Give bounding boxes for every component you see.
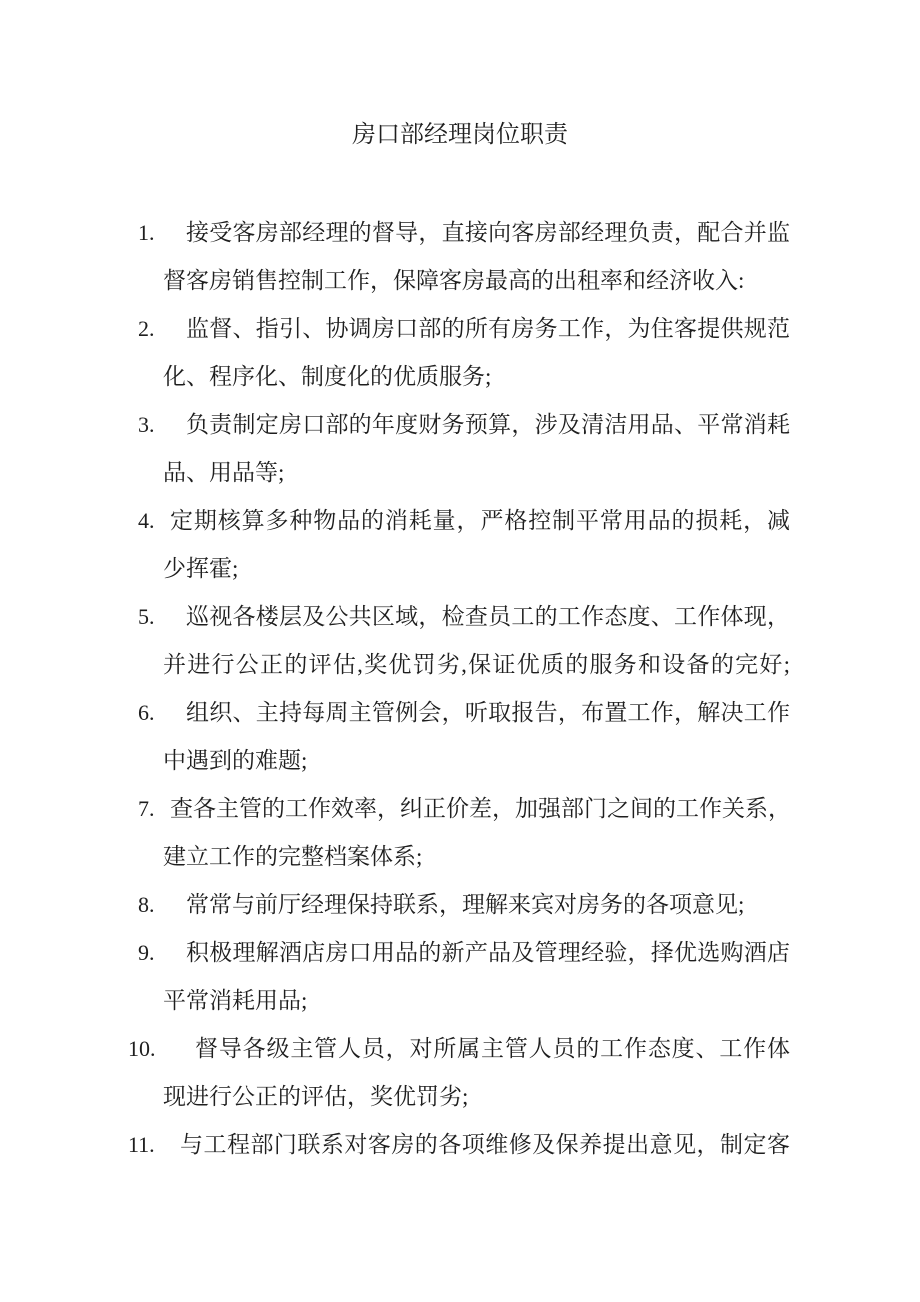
list-item-6 (0, 689, 920, 785)
item-line: 少挥霍; (163, 556, 239, 581)
item-line: 并进行公正的评估,奖优罚劣,保证优质的服务和设备的完好; (163, 652, 790, 677)
item-line: 接受客房部经理的督导，直接向客房部经理负责，配合并监 (186, 220, 790, 245)
list-item-4 (0, 497, 920, 593)
list-item-2 (0, 305, 920, 401)
list-item-10 (0, 1025, 920, 1121)
item-line: 中遇到的难题; (163, 748, 308, 773)
list-item-1 (0, 209, 920, 305)
item-line: 查各主管的工作效率，纠正价差，加强部门之间的工作关系， (170, 796, 791, 821)
item-line: 化、程序化、制度化的优质服务; (163, 364, 492, 389)
item-line: 平常消耗用品; (163, 988, 308, 1013)
page-title: 房口部经理岗位职责 (352, 122, 568, 148)
responsibility-list (0, 209, 920, 1169)
item-number: 10. (128, 1036, 156, 1061)
item-line: 与工程部门联系对客房的各项维修及保养提出意见，制定客 (180, 1132, 790, 1157)
item-number: 1. (138, 220, 155, 245)
item-number: 2. (138, 316, 155, 341)
list-item-9 (0, 929, 920, 1025)
item-line: 建立工作的完整档案体系; (163, 844, 423, 869)
item-number: 11. (128, 1132, 155, 1157)
list-item-5 (0, 593, 920, 689)
item-line: 现进行公正的评估，奖优罚劣; (163, 1084, 469, 1109)
list-item-3 (0, 401, 920, 497)
item-number: 4. (138, 508, 155, 533)
item-number: 9. (138, 940, 155, 965)
item-number: 3. (138, 412, 155, 437)
item-line: 常常与前厅经理保持联系，理解来宾对房务的各项意见; (186, 892, 745, 917)
item-line: 巡视各楼层及公共区域，检查员工的工作态度、工作体现， (186, 604, 790, 629)
item-number: 6. (138, 700, 155, 725)
item-line: 定期核算多种物品的消耗量，严格控制平常用品的损耗，减 (170, 508, 790, 533)
item-number: 8. (138, 892, 155, 917)
list-item-7 (0, 785, 920, 881)
list-item-11 (0, 1121, 920, 1169)
item-number: 7. (138, 796, 155, 821)
item-line: 督导各级主管人员，对所属主管人员的工作态度、工作体 (195, 1036, 790, 1061)
list-item-8 (0, 881, 920, 929)
item-line: 负责制定房口部的年度财务预算，涉及清洁用品、平常消耗 (186, 412, 790, 437)
item-line: 品、用品等; (163, 460, 285, 485)
item-line: 积极理解酒店房口用品的新产品及管理经验，择优选购酒店 (186, 940, 790, 965)
item-line: 督客房销售控制工作，保障客房最高的出租率和经济收入: (163, 268, 745, 293)
item-number: 5. (138, 604, 155, 629)
item-line: 组织、主持每周主管例会，听取报告，布置工作，解决工作 (186, 700, 790, 725)
item-line: 监督、指引、协调房口部的所有房务工作，为住客提供规范 (186, 316, 790, 341)
